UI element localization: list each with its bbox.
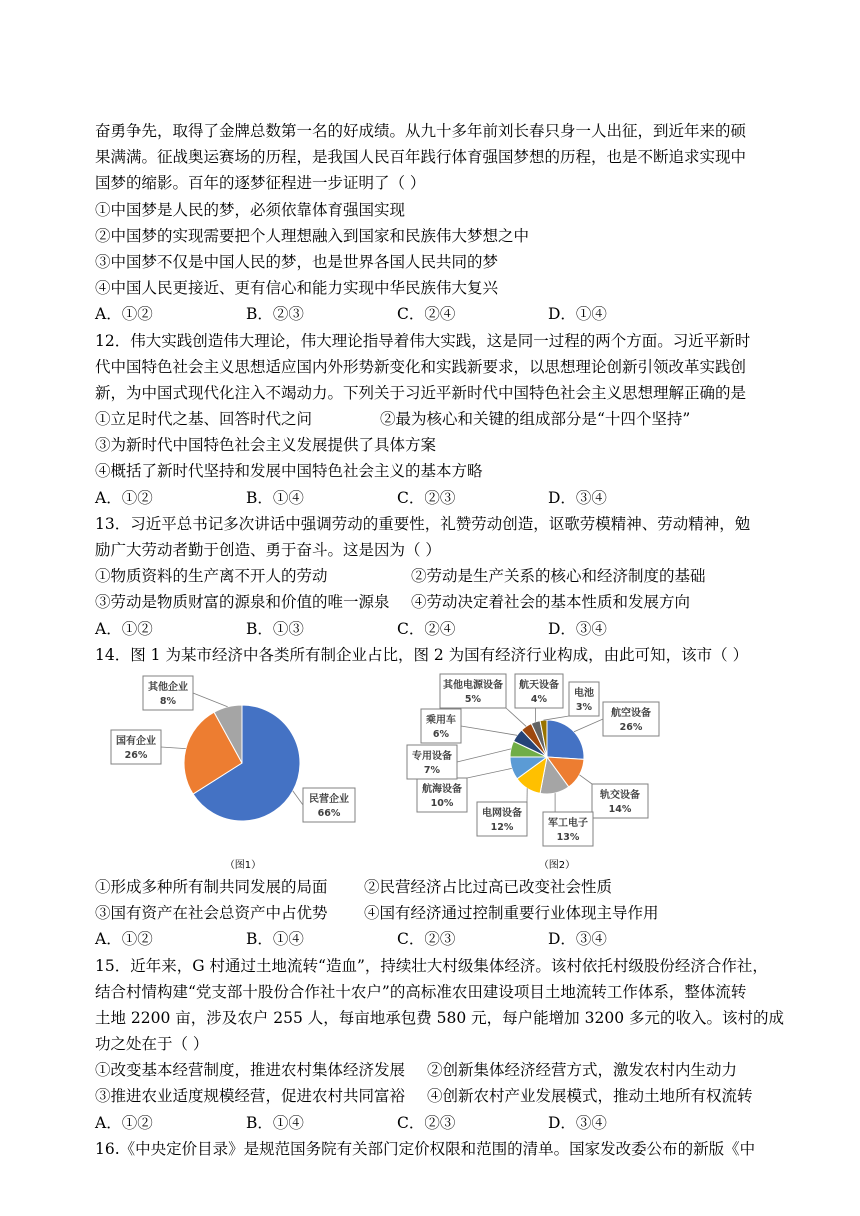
slice-value-label: 5% bbox=[464, 693, 482, 705]
option-b[interactable]: B．①③ bbox=[246, 619, 304, 638]
slice-value-label: 26% bbox=[619, 721, 643, 733]
q12-item: ②最为核心和关键的组成部分是“十四个坚持” bbox=[380, 410, 691, 429]
q11-stem-line: 果满满。征战奥运赛场的历程，是我国人民百年践行体育强国梦想的历程，也是不断追求实现中 bbox=[95, 148, 747, 167]
slice-category-label: 航空设备 bbox=[611, 707, 651, 719]
q15-stem-line: 土地 2200 亩，涉及农户 255 人，每亩地承包费 580 元，每户能增加 3200 多元的收入。该村的成 bbox=[95, 1008, 784, 1027]
slice-category-label: 军工电子 bbox=[548, 817, 588, 829]
figure-1-caption: （图1） bbox=[224, 859, 262, 871]
pie-chart-1 bbox=[184, 705, 300, 821]
q12-options bbox=[95, 485, 775, 511]
slice-category-label: 其他电源设备 bbox=[443, 679, 503, 691]
option-a[interactable]: A．①② bbox=[95, 488, 153, 507]
q13-options bbox=[95, 616, 775, 642]
leader-line bbox=[193, 693, 228, 707]
slice-value-label: 14% bbox=[608, 803, 632, 815]
slice-category-label: 航天设备 bbox=[519, 679, 559, 691]
q14-item: ③国有资产在社会总资产中占优势 bbox=[95, 904, 328, 923]
q11-item: ③中国梦不仅是中国人民的梦，也是世界各国人民共同的梦 bbox=[95, 252, 499, 271]
q13-items-row bbox=[95, 589, 775, 615]
option-d[interactable]: D．③④ bbox=[548, 619, 607, 638]
slice-value-label: 66% bbox=[317, 807, 341, 819]
option-b[interactable]: B．①④ bbox=[246, 930, 304, 949]
q12-stem-line: 新，为中国式现代化注入不竭动力。下列关于习近平新时代中国特色社会主义思想理解正确的是 bbox=[95, 383, 747, 402]
slice-category-label: 航海设备 bbox=[422, 783, 462, 795]
pie-slice bbox=[547, 720, 584, 759]
option-d[interactable]: D．③④ bbox=[548, 930, 607, 949]
q11-item: ④中国人民更接近、更有信心和能力实现中华民族伟大复兴 bbox=[95, 279, 499, 298]
q15-item: ②创新集体经济经营方式，激发农村内生动力 bbox=[427, 1061, 738, 1080]
option-b[interactable]: B．①④ bbox=[246, 1113, 304, 1132]
leader-line bbox=[544, 716, 570, 720]
q13-item: ④劳动决定着社会的基本性质和发展方向 bbox=[411, 593, 691, 612]
leader-line bbox=[467, 768, 512, 778]
q12-stem-line: 12．伟大实践创造伟大理论，伟大理论指导着伟大实践，这是同一过程的两个方面。习近平新时 bbox=[95, 331, 751, 350]
slice-category-label: 电网设备 bbox=[482, 807, 522, 819]
q13-item: ②劳动是生产关系的核心和经济制度的基础 bbox=[411, 567, 706, 586]
option-c[interactable]: C．②③ bbox=[397, 488, 456, 507]
q11-stem-line: 国梦的缩影。百年的逐梦征程进一步证明了（ ） bbox=[95, 174, 426, 193]
q11-item: ①中国梦是人民的梦，必须依靠体育强国实现 bbox=[95, 200, 406, 219]
leader-line bbox=[161, 747, 186, 749]
leader-line bbox=[574, 719, 603, 732]
slice-value-label: 6% bbox=[432, 728, 450, 740]
q14-item: ④国有经济通过控制重要行业体现主导作用 bbox=[364, 904, 659, 923]
slice-value-label: 13% bbox=[556, 831, 580, 843]
option-d[interactable]: D．③④ bbox=[548, 488, 607, 507]
option-a[interactable]: A．①② bbox=[95, 1113, 153, 1132]
q15-options bbox=[95, 1110, 775, 1136]
q12-stem-line: 代中国特色社会主义思想适应国内外形势新变化和实践新要求，以思想理论创新引领改革实践创 bbox=[95, 357, 747, 376]
leader-line bbox=[506, 708, 526, 726]
q14-item: ①形成多种所有制共同发展的局面 bbox=[95, 877, 328, 896]
slice-value-label: 3% bbox=[575, 701, 593, 713]
slice-category-label: 专用设备 bbox=[412, 750, 452, 762]
q12-item: ③为新时代中国特色社会主义发展提供了具体方案 bbox=[95, 436, 437, 455]
pie-charts bbox=[95, 672, 775, 872]
q15-item: ④创新农村产业发展模式，推动土地所有权流转 bbox=[427, 1087, 753, 1106]
leader-line bbox=[579, 775, 592, 784]
q13-item: ③劳动是物质财富的源泉和价值的唯一源泉 bbox=[95, 593, 390, 612]
option-a[interactable]: A．①② bbox=[95, 305, 153, 324]
slice-category-label: 国有企业 bbox=[116, 735, 156, 747]
q13-stem-line: 13．习近平总书记多次讲话中强调劳动的重要性，礼赞劳动创造，讴歌劳模精神、劳动精神，勉 bbox=[95, 514, 751, 533]
q13-stem-line: 励广大劳动者勤于创造、勇于奋斗。这是因为（ ） bbox=[95, 541, 441, 559]
slice-value-label: 12% bbox=[490, 821, 514, 833]
q14-figures bbox=[95, 672, 775, 872]
q14-stem: 14．图 1 为某市经济中各类所有制企业占比，图 2 为国有经济行业构成，由此可知，该市（ ） bbox=[95, 645, 749, 664]
q14-items-row bbox=[95, 874, 775, 900]
option-c[interactable]: C．②④ bbox=[397, 305, 456, 324]
q11-options bbox=[95, 301, 775, 327]
option-d[interactable]: D．①④ bbox=[548, 305, 607, 324]
option-b[interactable]: B．②③ bbox=[246, 305, 304, 324]
slice-value-label: 26% bbox=[124, 749, 148, 761]
leader-line bbox=[457, 749, 511, 762]
q14-items-row bbox=[95, 900, 775, 926]
slice-category-label: 乘用车 bbox=[426, 714, 456, 726]
slice-category-label: 轨交设备 bbox=[600, 789, 640, 801]
q15-items-row bbox=[95, 1083, 775, 1109]
slice-category-label: 民营企业 bbox=[309, 793, 349, 805]
q16-stem: 16.《中央定价目录》是规范国务院有关部门定价权限和范围的清单。国家发改委公布的新版《中 bbox=[95, 1139, 756, 1158]
q12-item: ④概括了新时代坚持和发展中国特色社会主义的基本方略 bbox=[95, 462, 483, 481]
q15-stem-line: 15．近年来，G 村通过土地流转“造血”，持续壮大村级集体经济。该村依托村级股份经济合作社， bbox=[95, 956, 768, 975]
figure-2-caption: （图2） bbox=[538, 859, 576, 871]
option-b[interactable]: B．①④ bbox=[246, 488, 304, 507]
q13-item: ①物质资料的生产离不开人的劳动 bbox=[95, 567, 328, 586]
option-c[interactable]: C．②③ bbox=[397, 930, 456, 949]
q15-stem-line: 结合村情构建“党支部十股份合作社十农户”的高标准农田建设项目土地流转工作体系，整体流转 bbox=[95, 982, 747, 1001]
slice-category-label: 其他企业 bbox=[148, 681, 188, 693]
slice-value-label: 7% bbox=[423, 764, 441, 776]
option-c[interactable]: C．②④ bbox=[397, 619, 456, 638]
q12-item: ①立足时代之基、回答时代之问 bbox=[95, 410, 313, 429]
option-a[interactable]: A．①② bbox=[95, 619, 153, 638]
q15-items-row bbox=[95, 1057, 775, 1083]
q13-items-row bbox=[95, 563, 775, 589]
pie-chart-2 bbox=[510, 720, 584, 794]
q15-stem-line: 功之处在于（ ） bbox=[95, 1035, 209, 1054]
slice-category-label: 电池 bbox=[574, 687, 594, 699]
q11-stem-line: 奋勇争先，取得了金牌总数第一名的好成绩。从九十多年前刘长春只身一人出征，到近年来的硕 bbox=[95, 122, 747, 140]
slice-value-label: 4% bbox=[530, 693, 548, 705]
option-a[interactable]: A．①② bbox=[95, 930, 153, 949]
slice-value-label: 8% bbox=[159, 695, 177, 707]
q12-items-row bbox=[95, 406, 775, 432]
q11-item: ②中国梦的实现需要把个人理想融入到国家和民族伟大梦想之中 bbox=[95, 226, 530, 245]
option-d[interactable]: D．③④ bbox=[548, 1113, 607, 1132]
option-c[interactable]: C．②③ bbox=[397, 1113, 456, 1132]
slice-value-label: 10% bbox=[430, 797, 454, 809]
q15-item: ③推进农业适度规模经营，促进农村共同富裕 bbox=[95, 1087, 406, 1106]
leader-line bbox=[461, 726, 517, 735]
q14-item: ②民营经济占比过高已改变社会性质 bbox=[364, 877, 613, 896]
q15-item: ①改变基本经营制度，推进农村集体经济发展 bbox=[95, 1061, 406, 1080]
q14-options bbox=[95, 926, 775, 952]
leader-line bbox=[293, 791, 303, 805]
exam-page bbox=[95, 118, 784, 1162]
